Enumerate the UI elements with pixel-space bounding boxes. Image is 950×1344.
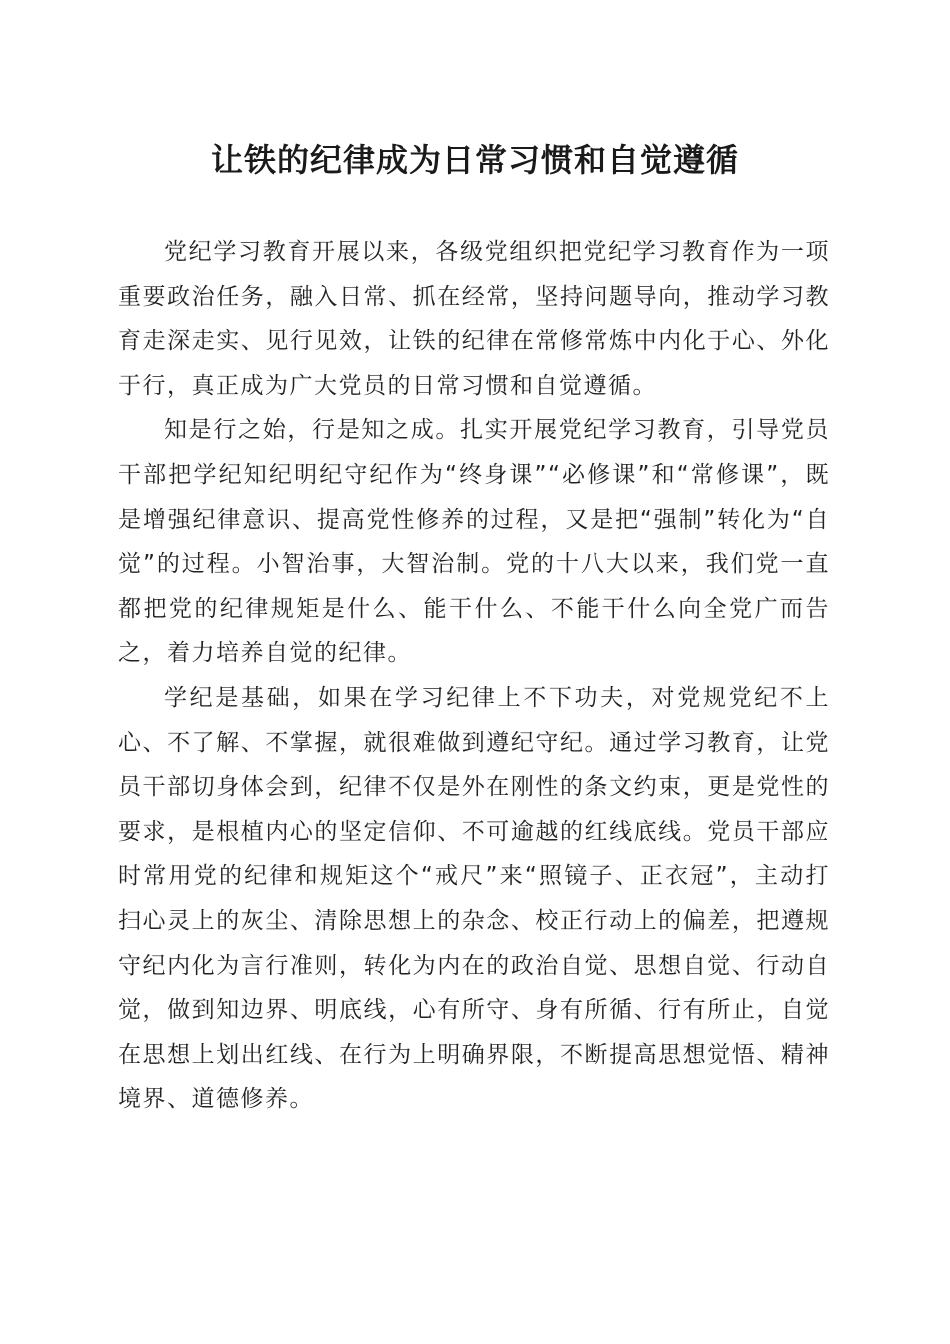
document-title: 让铁的纪律成为日常习惯和自觉遵循 bbox=[210, 141, 739, 179]
paragraph-1: 党纪学习教育开展以来，各级党组织把党纪学习教育作为一项重要政治任务，融入日常、抓在经常，坚持问题导向，推动学习教育走深走实、见行见效，让铁的纪律在常修常炼中内化于心、外化于行，真正成为广大党员的日常习惯和自觉遵循。 bbox=[118, 239, 830, 399]
document-body bbox=[118, 230, 830, 1122]
paragraph-2: 知是行之始，行是知之成。扎实开展党纪学习教育，引导党员干部把学纪知纪明纪守纪作为“终身课”“必修课”和“常修课”，既是增强纪律意识、提高党性修养的过程，又是把“强制”转化为“自觉”的过程。小智治事，大智治制。党的十八大以来，我们党一直都把党的纪律规矩是什么、能干什么、不能干什么向全党广而告之，着力培养自觉的纪律。 bbox=[118, 417, 830, 667]
paragraph-3: 学纪是基础，如果在学习纪律上不下功夫，对党规党纪不上心、不了解、不掌握，就很难做到遵纪守纪。通过学习教育，让党员干部切身体会到，纪律不仅是外在刚性的条文约束，更是党性的要求，是根植内心的坚定信仰、不可逾越的红线底线。党员干部应时常用党的纪律和规矩这个“戒尺”来“照镜子、正衣冠”，主动打扫心灵上的灰尘、清除思想上的杂念、校正行动上的偏差，把遵规守纪内化为言行准则，转化为内在的政治自觉、思想自觉、行动自觉，做到知边界、明底线，心有所守、身有所循、行有所止，自觉在思想上划出红线、在行为上明确界限，不断提高思想觉悟、精神境界、道德修养。 bbox=[118, 684, 830, 1113]
